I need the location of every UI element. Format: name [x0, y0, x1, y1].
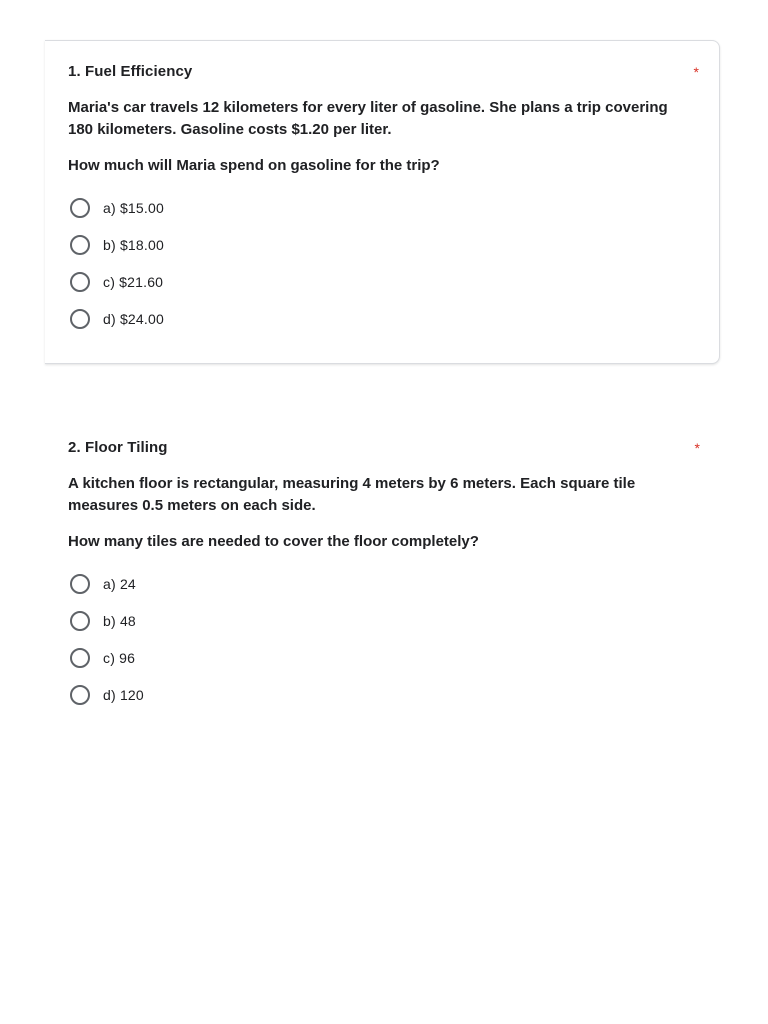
- question-prompt: How much will Maria spend on gasoline for the trip?: [68, 157, 440, 174]
- question-text: A kitchen floor is rectangular, measuring 4 meters by 6 meters. Each square tile measures 0.5 meters on each side.: [68, 475, 636, 514]
- option-d[interactable]: [68, 300, 695, 337]
- option-label: c) 96: [103, 649, 136, 666]
- required-asterisk: *: [693, 64, 699, 80]
- question-card-2: [45, 417, 720, 737]
- answer-options: [68, 565, 696, 713]
- option-label: a) $15.00: [103, 199, 164, 216]
- question-text: Maria's car travels 12 kilometers for every liter of gasoline. She plans a trip covering 180 kilometers. Gasoline costs $1.20 per liter.: [68, 99, 668, 138]
- question-prompt: How many tiles are needed to cover the floor completely?: [68, 533, 479, 550]
- option-label: c) $21.60: [103, 273, 164, 290]
- question-card-1: [45, 40, 720, 364]
- radio-button[interactable]: [70, 235, 90, 255]
- question-header: [68, 61, 699, 85]
- radio-button[interactable]: [70, 198, 90, 218]
- radio-button[interactable]: [70, 685, 90, 705]
- option-c[interactable]: [68, 639, 696, 676]
- radio-button[interactable]: [70, 309, 90, 329]
- radio-button[interactable]: [70, 272, 90, 292]
- option-a[interactable]: [68, 189, 695, 226]
- option-c[interactable]: [68, 263, 695, 300]
- radio-button[interactable]: [70, 574, 90, 594]
- radio-button[interactable]: [70, 611, 90, 631]
- option-label: d) $24.00: [103, 310, 164, 327]
- option-label: a) 24: [103, 575, 136, 592]
- radio-button[interactable]: [70, 648, 90, 668]
- question-title: 2. Floor Tiling: [68, 439, 168, 456]
- option-d[interactable]: [68, 676, 696, 713]
- option-a[interactable]: [68, 565, 696, 602]
- answer-options: [68, 189, 695, 337]
- option-b[interactable]: [68, 226, 695, 263]
- required-asterisk: *: [694, 440, 700, 456]
- option-label: b) $18.00: [103, 236, 164, 253]
- option-b[interactable]: [68, 602, 696, 639]
- question-title: 1. Fuel Efficiency: [68, 63, 193, 80]
- option-label: d) 120: [103, 686, 144, 703]
- option-label: b) 48: [103, 612, 136, 629]
- question-header: [68, 437, 700, 461]
